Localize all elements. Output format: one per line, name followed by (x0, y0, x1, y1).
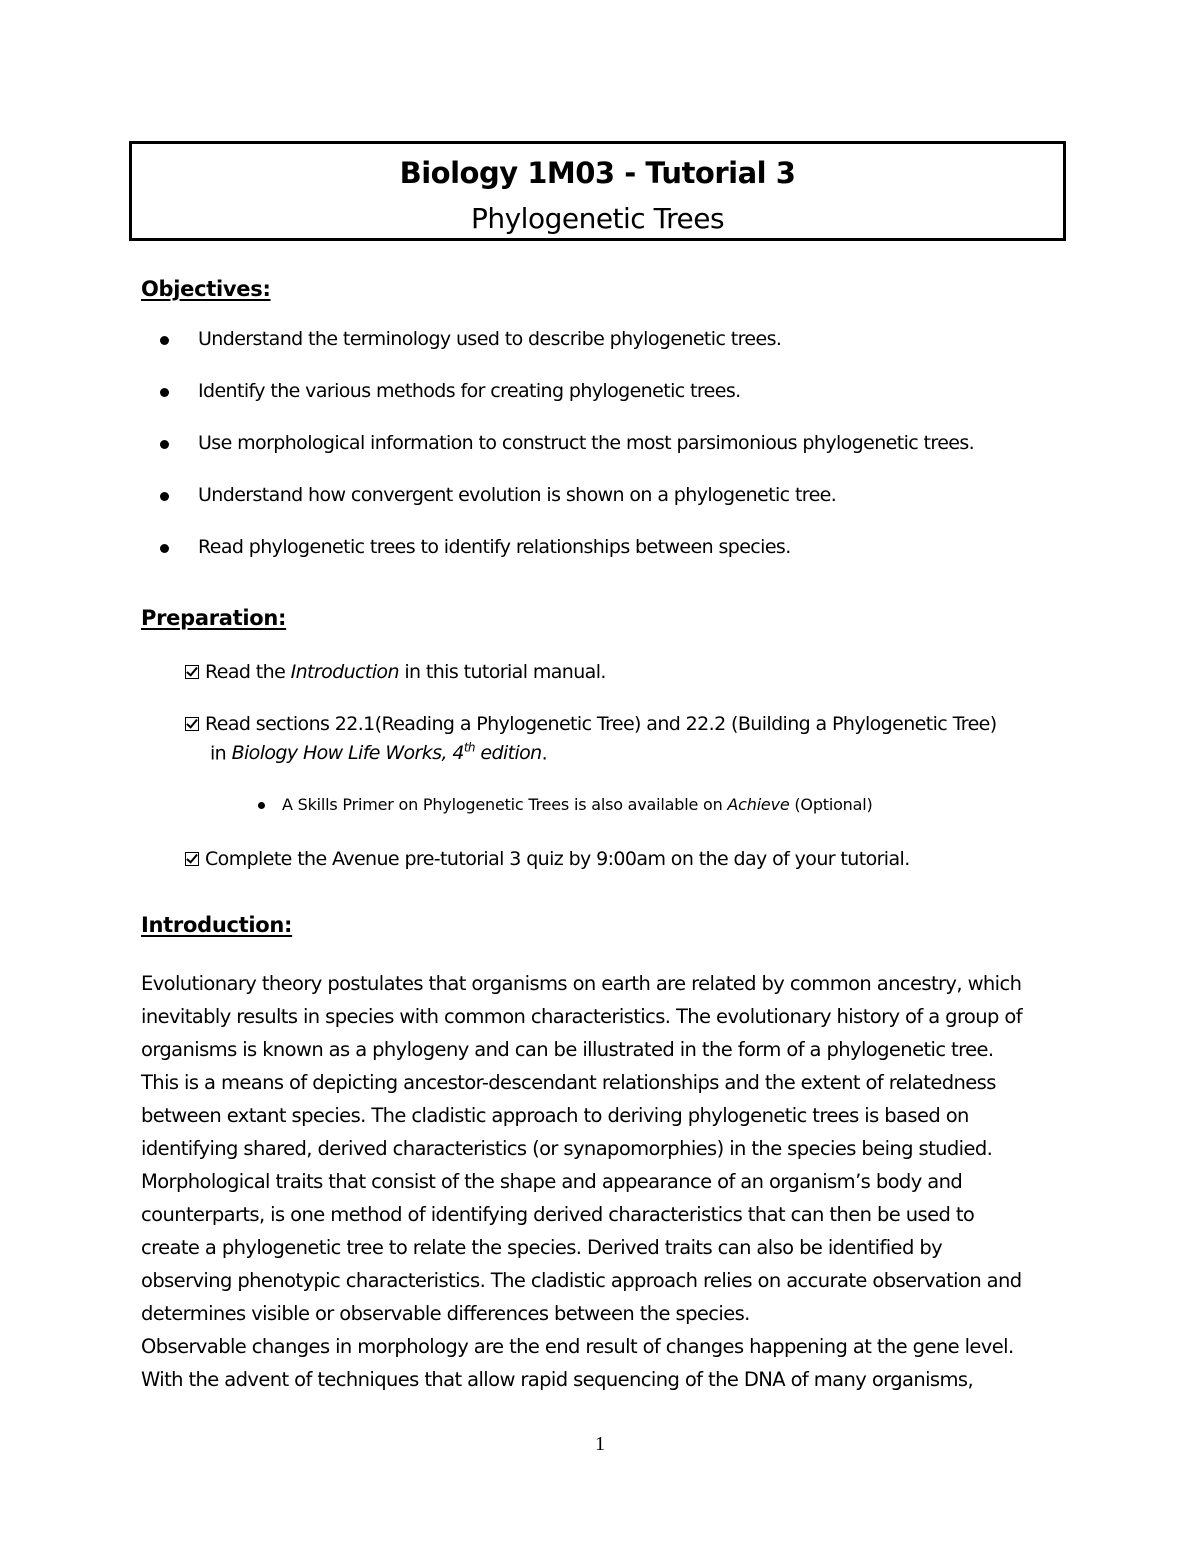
paragraph-line: between extant species. The cladistic approach to deriving phylogenetic trees is based on (141, 1104, 969, 1127)
page-title: Biology 1M03 - Tutorial 3 (399, 156, 796, 190)
document-page: Biology 1M03 - Tutorial 3 Phylogenetic Trees Objectives: Understand the terminology used to describe phylogenetic trees. Identify the various methods for creating phylogenetic trees. Use morphological information to construct the most parsimonious phylogenetic trees. Understand how convergent evolution is shown on a phylogenetic tree. Read phylogenetic trees to identify relationships between species. Preparation: Read the Introduction in this tutorial manual. Read sections 22.1(Reading a Phylogenetic Tree) and 22.2 (Building a Phylogenetic Tree) in Biology How Life Works, 4th edition. A Skills Primer on Phylogenetic Trees is also available on Achieve (Optional) Complete the Avenue pre-tutorial 3 quiz by 9:00am on the day of your tutorial. Introduction: Evolutionary theory postulates that organisms on earth are related by common ancestry, which inevitably results in species with common characteristics. The evolutionary history of a group of organisms is known as a phylogeny and can be illustrated in the form of a phylogenetic tree. This is a means of depicting ancestor-descendant relationships and the extent of relatedness between extant species. The cladistic approach to deriving phylogenetic trees is based on identifying shared, derived characteristics (or synapomorphies) in the species being studied. Morphological traits that consist of the shape and appearance of an organism’s body and counterparts, is one method of identifying derived characteristics that can then be used to create a phylogenetic tree to relate the species. Derived traits can also be identified by observing phenotypic characteristics. The cladistic approach relies on accurate observation and determines visible or observable differences between the species. Observable changes in morphology are the end result of changes happening at the gene level. With the advent of techniques that allow rapid sequencing of the DNA of many organisms, 1 (0, 0, 1200, 1553)
prep-italic: Introduction (290, 661, 399, 683)
paragraph-line: organisms is known as a phylogeny and can be illustrated in the form of a phylogenetic tree. (141, 1038, 994, 1061)
checkbox-checked-icon (185, 852, 199, 866)
objective-text: Read phylogenetic trees to identify relationships between species. (198, 536, 791, 558)
bullet-icon (160, 388, 169, 397)
objective-text: Understand the terminology used to describe phylogenetic trees. (198, 328, 782, 350)
paragraph-line: counterparts, is one method of identifying derived characteristics that can then be used to (141, 1203, 975, 1226)
checkbox-checked-icon (185, 717, 199, 731)
page-number: 1 (595, 1433, 605, 1455)
paragraph-line: identifying shared, derived characteristics (or synapomorphies) in the species being studied. (141, 1137, 993, 1160)
bullet-icon (258, 802, 265, 809)
paragraph-line: create a phylogenetic tree to relate the species. Derived traits can also be identified by (141, 1236, 943, 1259)
objective-text: Understand how convergent evolution is shown on a phylogenetic tree. (198, 484, 837, 506)
paragraph-line: Observable changes in morphology are the end result of changes happening at the gene level. (141, 1335, 1014, 1358)
list-item (160, 380, 1120, 432)
list-item (160, 484, 1120, 536)
prep-text: in this tutorial manual. (398, 661, 606, 683)
preparation-heading: Preparation: (141, 606, 287, 630)
objective-text: Identify the various methods for creating phylogenetic trees. (198, 380, 741, 402)
bullet-icon (160, 440, 169, 449)
preparation-item-readings-line2: in Biology How Life Works, 4th edition. (210, 741, 548, 765)
prep-text: in (210, 742, 232, 765)
bullet-icon (160, 544, 169, 553)
paragraph-line: Evolutionary theory postulates that organisms on earth are related by common ancestry, which (141, 972, 1022, 995)
introduction-paragraph (141, 967, 1071, 1396)
paragraph-line: observing phenotypic characteristics. The cladistic approach relies on accurate observation and (141, 1269, 1022, 1292)
prep-text: Complete the Avenue pre-tutorial 3 quiz by 9:00am on the day of your tutorial. (205, 848, 910, 870)
paragraph-line: With the advent of techniques that allow rapid sequencing of the DNA of many organisms, (141, 1368, 974, 1391)
bullet-icon (160, 336, 169, 345)
page-subtitle: Phylogenetic Trees (470, 202, 725, 235)
introduction-heading: Introduction: (141, 913, 293, 937)
objectives-list (160, 328, 1120, 588)
objective-text: Use morphological information to construct the most parsimonious phylogenetic trees. (198, 432, 975, 454)
preparation-item-introduction (185, 661, 606, 683)
paragraph-line: determines visible or observable differences between the species. (141, 1302, 750, 1325)
list-item (160, 536, 1120, 588)
prep-text: Read sections 22.1(Reading a Phylogenetic Tree) and 22.2 (Building a Phylogenetic Tree) (205, 713, 997, 735)
preparation-item-quiz (185, 848, 910, 870)
paragraph-line: Morphological traits that consist of the shape and appearance of an organism’s body and (141, 1170, 963, 1193)
prep-text: Read the (205, 661, 291, 683)
bullet-icon (160, 492, 169, 501)
paragraph-line: This is a means of depicting ancestor-descendant relationships and the extent of relatedness (141, 1071, 996, 1094)
checkbox-checked-icon (185, 665, 199, 679)
preparation-item-readings (185, 713, 997, 735)
platform-name: Achieve (727, 795, 790, 814)
textbook-title: Biology How Life Works, 4th edition (231, 741, 542, 765)
objectives-heading: Objectives: (141, 277, 271, 301)
paragraph-line: inevitably results in species with common characteristics. The evolutionary history of a group of (141, 1005, 1022, 1028)
list-item (160, 432, 1120, 484)
title-box (129, 141, 1066, 241)
list-item (160, 328, 1120, 380)
